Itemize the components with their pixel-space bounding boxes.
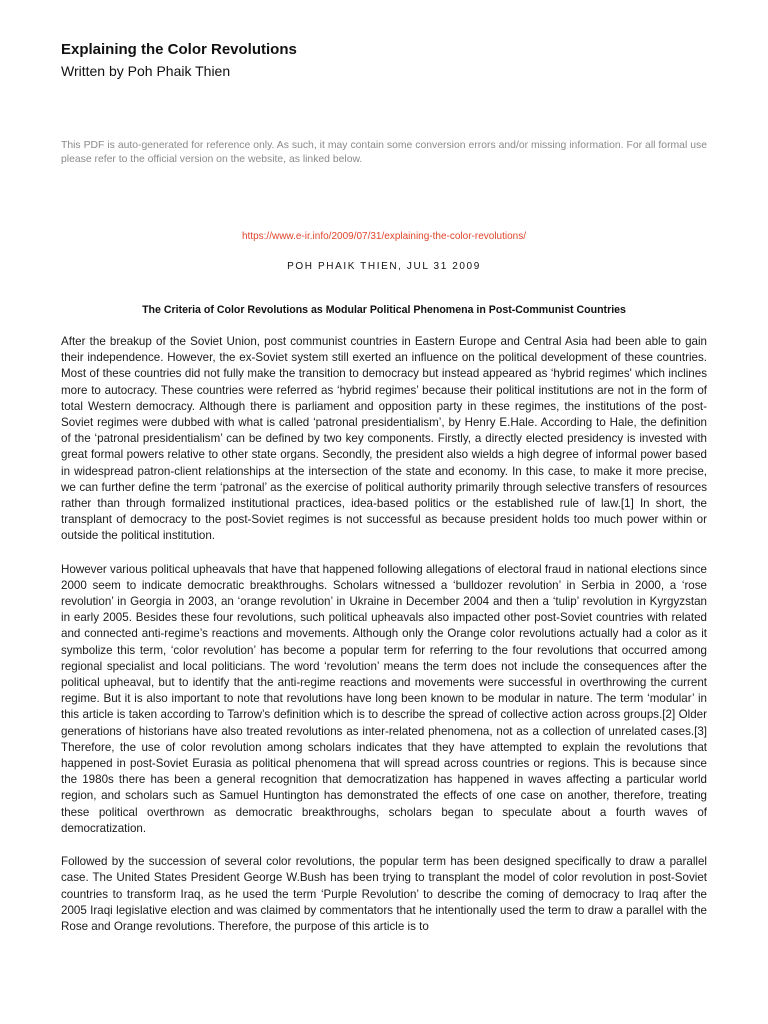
article-paragraph: However various political upheavals that have that happened following allegations of electoral fraud in national elections since 2000 seem to indicate democratic breakthroughs. Scholars witnessed a ‘bulldozer revolution’ in Serbia in 2000, a ‘rose revolution’ in Georgia in 2003, an ‘orange revolution’ in Ukraine in December 2004 and then a ‘tulip’ revolution in Kyrgyzstan in early 2005. Besides these four revolutions, such political upheavals also impacted other post-Soviet countries with related and connected anti-regime’s reactions and movements. Although only the Orange color revolutions actually had a color as it symbolize this term, ‘color revolution’ has become a popular term for referring to the four revolutions that occurred among regional specialist and local politicians. The word ‘revolution’ means the term does not include the consequences after the political upheaval, but to identify that the anti-regime reactions and movements were successful in overthrowing the current regime. But it is also important to note that revolutions have long been known to be modular in nature. The term ‘modular’ in this article is taken according to Tarrow’s definition which is to describe the spread of collective action across groups.[2] Older generations of historians have also treated revolutions as inter-related phenomena, not as a collection of unrelated cases.[3] Therefore, the use of color revolution among scholars indicates that they have attempted to explain the revolutions that happened in post-Soviet Eurasia as political phenomena that will spread across countries or regions. This is because since the 1980s there has been a general recognition that democratization has happened in waves affecting a particular world region, and scholars such as Samuel Huntington has demonstrated the effects of one case on another, therefore, treating these political overthrown as democratic breakthroughs, scholars began to speculate about a fourth waves of democratization. — [61, 562, 707, 835]
author-line: Written by Poh Phaik Thien — [61, 63, 231, 79]
document-title: Explaining the Color Revolutions — [61, 41, 297, 58]
disclaimer-text: This PDF is auto-generated for reference only. As such, it may contain some conversion errors and/or missing information. For all formal use please refer to the official version on the website, as linked below. — [61, 140, 707, 165]
section-heading: The Criteria of Color Revolutions as Modular Political Phenomena in Post-Communist Countries — [142, 304, 626, 316]
article-paragraph: Followed by the succession of several color revolutions, the popular term has been designed specifically to draw a parallel case. The United States President George W.Bush has been trying to transplant the model of color revolution in post-Soviet countries to transform Iraq, as he used the term ‘Purple Revolution’ to describe the coming of democracy to Iraq after the 2005 Iraqi legislative election and was claimed by commentators that he intentionally used the term to draw a parallel with the Rose and Orange revolutions. Therefore, the purpose of this article is to — [61, 855, 707, 933]
article-body — [61, 334, 707, 952]
article-paragraph: After the breakup of the Soviet Union, post communist countries in Eastern Europe and Central Asia had been able to gain their independence. However, the ex-Soviet system still exerted an influence on the political development of these countries. Most of these countries did not fully make the transition to democracy but instead appeared as ‘hybrid regimes' which inclines more to autocracy. These countries were referred as ‘hybrid regimes’ because their political institutions are not in the form of total Western democracy. Although there is parliament and opposition party in these regimes, the institutions of the post-Soviet regimes were dubbed with what is called ‘patronal presidentialism’, by Henry E.Hale. According to Hale, the definition of the ‘patronal presidentialism’ can be defined by two key components. Firstly, a directly elected presidency is invested with great formal powers relative to other state organs. Secondly, the president also wields a high degree of informal power based in widespread patron-client relationships at the intersection of the state and economy. In this case, to make it more precise, we can further define the term ‘patronal’ as the exercise of political authority primarily through selective transfers of resources rather than through formalized institutional practices, idea-based politics or the established rule of law.[1] In short, the transplant of democracy to the post-Soviet regimes is not successful as because president holds too much power within or outside the political institution. — [61, 335, 707, 543]
source-link[interactable]: https://www.e-ir.info/2009/07/31/explaining-the-color-revolutions/ — [241, 231, 527, 242]
byline: POH PHAIK THIEN, JUL 31 2009 — [287, 261, 481, 272]
